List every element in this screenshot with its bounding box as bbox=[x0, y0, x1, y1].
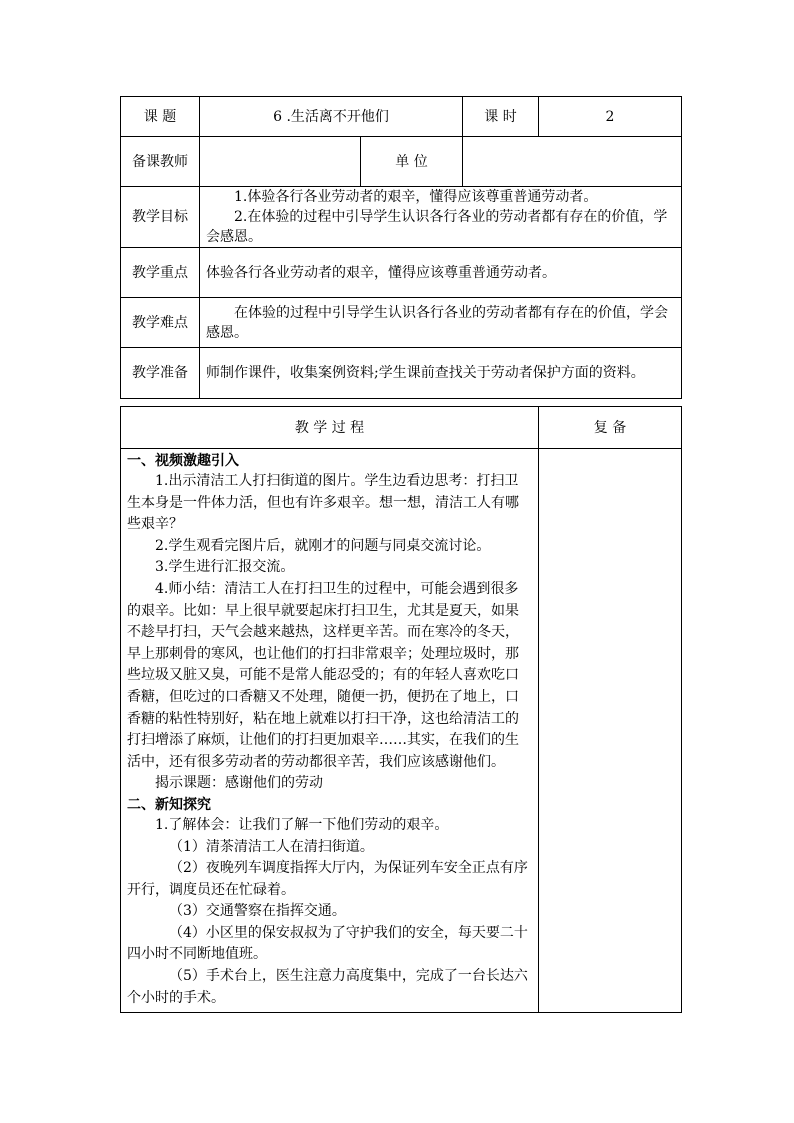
period-value: 2 bbox=[539, 97, 682, 137]
key-label: 教学重点 bbox=[121, 248, 200, 298]
process-header: 教 学 过 程 bbox=[121, 407, 539, 449]
topic-value: 6 .生活离不开他们 bbox=[200, 97, 463, 137]
section-1-paragraph: 4.师小结：清洁工人在打扫卫生的过程中，可能会遇到很多的艰辛。比如：早上很早就要起床打扫卫生，尤其是夏天，如果不趁早打扫，天气会越来越热，这样更辛苦。而在寒冷的冬天，早上那刺骨的寒风，也让他们的打扫非常艰辛；处理垃圾时，那些垃圾又脏又臭，可能不是常人能忍受的；有的年轻人喜欢吃口香糖，但吃过的口香糖又不处理，随便一扔，便扔在了地上，口香糖的粘性特别好，粘在地上就难以打扫干净，这也给清洁工的打扫增添了麻烦，让他们的打扫更加艰辛……其实，在我们的生活中，还有很多劳动者的劳动都很辛苦，我们应该感谢他们。 bbox=[127, 580, 519, 770]
key-value: 体验各行各业劳动者的艰辛，懂得应该尊重普通劳动者。 bbox=[200, 248, 682, 298]
section-1-paragraph: 1.出示清洁工人打扫街道的图片。学生边看边思考：打扫卫生本身是一件体力活，但也有许多艰辛。想一想，清洁工人有哪些艰辛？ bbox=[127, 473, 519, 533]
topic-row bbox=[121, 97, 682, 137]
prep-value: 师制作课件，收集案例资料;学生课前查找关于劳动者保护方面的资料。 bbox=[200, 348, 682, 399]
section-2-paragraph: 1.了解体会：让我们了解一下他们劳动的艰辛。 bbox=[155, 816, 449, 833]
goal-value bbox=[200, 187, 682, 248]
section-2-item: （2）夜晚列车调度指挥大厅内，为保证列车安全正点有序开行，调度员还在忙碌着。 bbox=[127, 860, 528, 898]
goal-line-1: 1.体验各行各业劳动者的艰辛，懂得应该尊重普通劳动者。 bbox=[234, 189, 598, 205]
prep-row bbox=[121, 348, 682, 399]
period-label: 课 时 bbox=[463, 97, 539, 137]
difficulty-text: 在体验的过程中引导学生认识各行各业的劳动者都有存在的价值，学会感恩。 bbox=[206, 304, 668, 341]
unit-value bbox=[463, 137, 682, 187]
goal-line-2: 2.在体验的过程中引导学生认识各行各业的劳动者都有存在的价值，学会感恩。 bbox=[206, 209, 668, 245]
section-2-item: （3）交通警察在指挥交通。 bbox=[169, 903, 346, 920]
notes-content bbox=[539, 449, 682, 1013]
process-content bbox=[121, 449, 539, 1013]
section-2-title: 二、新知探究 bbox=[127, 796, 211, 813]
section-2-item: （4）小区里的保安叔叔为了守护我们的安全，每天要二十四小时不同断地值班。 bbox=[127, 924, 528, 963]
unit-label: 单 位 bbox=[361, 137, 463, 187]
section-2-item: （5）手术台上，医生注意力高度集中，完成了一台长达六个小时的手术。 bbox=[127, 968, 528, 1006]
teacher-label: 备课教师 bbox=[121, 137, 200, 187]
process-header-row bbox=[121, 407, 682, 449]
teacher-value bbox=[200, 137, 361, 187]
difficulty-row bbox=[121, 298, 682, 348]
teaching-process-table bbox=[120, 406, 682, 1013]
topic-label: 课 题 bbox=[121, 97, 200, 137]
section-1-paragraph: 3.学生进行汇报交流。 bbox=[155, 559, 295, 576]
lesson-reveal: 揭示课题：感谢他们的劳动 bbox=[155, 775, 323, 792]
goal-row bbox=[121, 187, 682, 248]
process-content-row bbox=[121, 449, 682, 1013]
prep-label: 教学准备 bbox=[121, 348, 200, 399]
key-row bbox=[121, 248, 682, 298]
difficulty-label: 教学难点 bbox=[121, 298, 200, 348]
lesson-info-table bbox=[120, 96, 682, 399]
section-1-title: 一、视频激趣引入 bbox=[127, 453, 239, 469]
notes-header: 复 备 bbox=[539, 407, 682, 449]
goal-label: 教学目标 bbox=[121, 187, 200, 248]
section-2-item: （1）清茶清洁工人在清扫街道。 bbox=[169, 838, 374, 855]
teacher-row bbox=[121, 137, 682, 187]
section-1-paragraph: 2.学生观看完图片后，就刚才的问题与同桌交流讨论。 bbox=[155, 537, 491, 554]
difficulty-value bbox=[200, 298, 682, 348]
